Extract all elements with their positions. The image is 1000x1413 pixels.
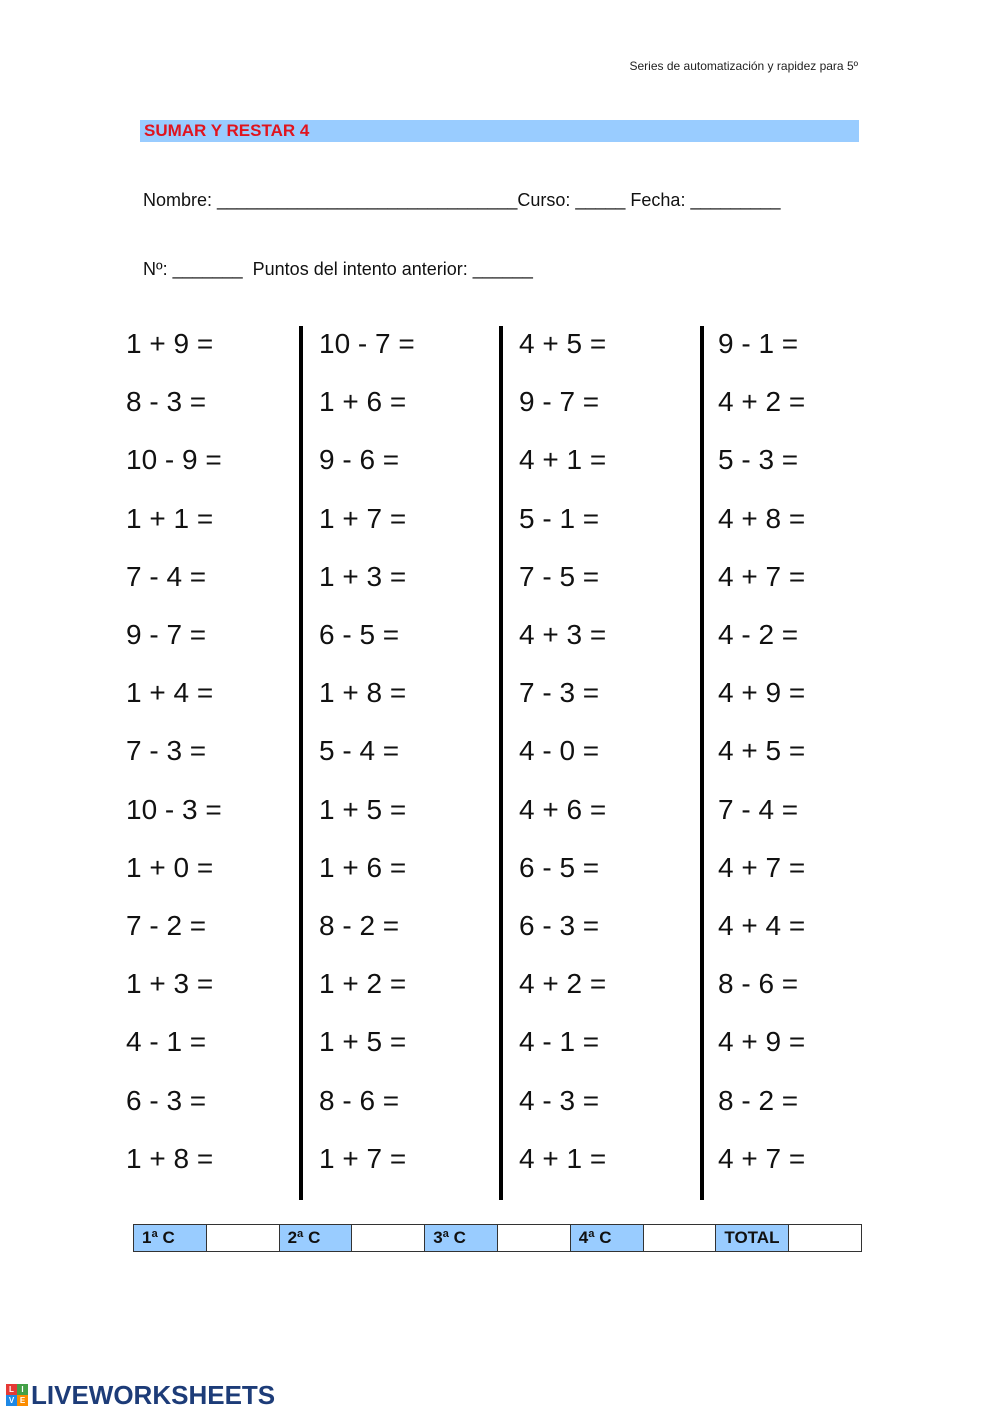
exercise-item: 4 + 5 = [718,735,806,767]
exercise-item: 8 - 2 = [319,910,400,941]
exercise-item: 7 - 2 = [126,910,207,941]
exercise-item: 4 + 1 = [519,444,607,476]
score-label-4: 4ª C [570,1225,643,1252]
exercise-item: 4 - 1 = [519,1026,600,1058]
exercise-item: 1 + 4 = [126,677,214,709]
exercise-item: 8 - 6 = [319,1084,400,1116]
score-input-1[interactable] [206,1225,279,1252]
exercise-item: 4 + 9 = [718,677,806,709]
exercise-item: 1 + 3 = [126,968,214,1000]
exercise-item: 5 - 3 = [718,444,799,476]
exercise-item: 1 + 0 = [126,851,214,883]
exercise-item: 7 - 5 = [519,560,600,592]
exercise-item: 4 + 2 = [718,386,806,418]
exercise-item: 10 - 7 = [319,328,415,359]
exercise-item: 1 + 3 = [319,560,407,592]
exercise-item: 4 + 4 = [718,910,806,941]
exercise-item: 1 + 6 = [319,851,407,883]
exercise-item: 4 + 7 = [718,1142,806,1174]
exercise-item: 1 + 7 = [319,502,407,534]
exercise-item: 6 - 5 = [519,851,600,883]
exercise-item: 4 - 2 = [718,619,799,650]
attempt-info-line[interactable]: Nº: _______ Puntos del intento anterior: ______ [143,259,533,279]
exercise-item: 9 - 7 = [126,619,207,650]
exercise-item: 1 + 8 = [126,1142,214,1174]
exercise-item: 1 + 6 = [319,386,407,418]
exercise-item: 4 + 2 = [519,968,607,1000]
exercise-item: 4 - 1 = [126,1026,207,1058]
exercise-item: 1 + 8 = [319,677,407,709]
exercise-item: 1 + 5 = [319,793,407,825]
exercise-item: 5 - 1 = [519,502,600,534]
exercise-item: 1 + 5 = [319,1026,407,1058]
header-note: Series de automatización y rapidez para 5º [629,59,858,73]
logo-mark-icon: L I V E [6,1384,28,1406]
exercise-item: 4 + 1 = [519,1142,607,1174]
exercise-item: 4 + 5 = [519,328,607,359]
score-label-total: TOTAL [716,1225,789,1252]
score-input-3[interactable] [497,1225,570,1252]
exercise-item: 10 - 9 = [126,444,222,476]
exercise-item: 6 - 5 = [319,619,400,650]
exercise-item: 10 - 3 = [126,793,222,825]
score-input-total[interactable] [789,1225,862,1252]
exercise-item: 1 + 1 = [126,502,214,534]
exercise-item: 4 + 6 = [519,793,607,825]
exercise-item: 7 - 3 = [519,677,600,709]
exercise-item: 5 - 4 = [319,735,400,767]
liveworksheets-logo [6,1380,275,1410]
score-label-1: 1ª C [134,1225,207,1252]
exercise-item: 7 - 4 = [718,793,799,825]
exercise-item: 8 - 3 = [126,386,207,418]
score-label-3: 3ª C [425,1225,498,1252]
exercise-item: 6 - 3 = [126,1084,207,1116]
column-divider [499,326,503,1200]
exercise-item: 7 - 4 = [126,560,207,592]
column-divider [700,326,704,1200]
score-input-2[interactable] [352,1225,425,1252]
exercise-item: 4 + 3 = [519,619,607,650]
exercise-item: 4 + 7 = [718,851,806,883]
title-bar [140,120,859,142]
exercise-item: 9 - 6 = [319,444,400,476]
exercise-item: 4 + 8 = [718,502,806,534]
exercise-item: 8 - 2 = [718,1084,799,1116]
exercise-item: 7 - 3 = [126,735,207,767]
exercise-item: 9 - 7 = [519,386,600,418]
exercise-item: 4 + 9 = [718,1026,806,1058]
exercise-item: 4 - 3 = [519,1084,600,1116]
worksheet-title: SUMAR Y RESTAR 4 [144,121,310,140]
column-divider [299,326,303,1200]
exercise-item: 1 + 9 = [126,328,214,359]
score-input-4[interactable] [643,1225,716,1252]
student-info-line[interactable]: Nombre: ______________________________Curso: _____ Fecha: _________ [143,190,781,210]
exercise-item: 6 - 3 = [519,910,600,941]
exercise-item: 1 + 7 = [319,1142,407,1174]
exercise-item: 8 - 6 = [718,968,799,1000]
exercise-item: 9 - 1 = [718,328,799,359]
score-table [133,1224,862,1252]
score-label-2: 2ª C [279,1225,352,1252]
exercise-item: 4 + 7 = [718,560,806,592]
logo-text: LIVEWORKSHEETS [31,1379,276,1410]
exercise-item: 1 + 2 = [319,968,407,1000]
exercise-item: 4 - 0 = [519,735,600,767]
